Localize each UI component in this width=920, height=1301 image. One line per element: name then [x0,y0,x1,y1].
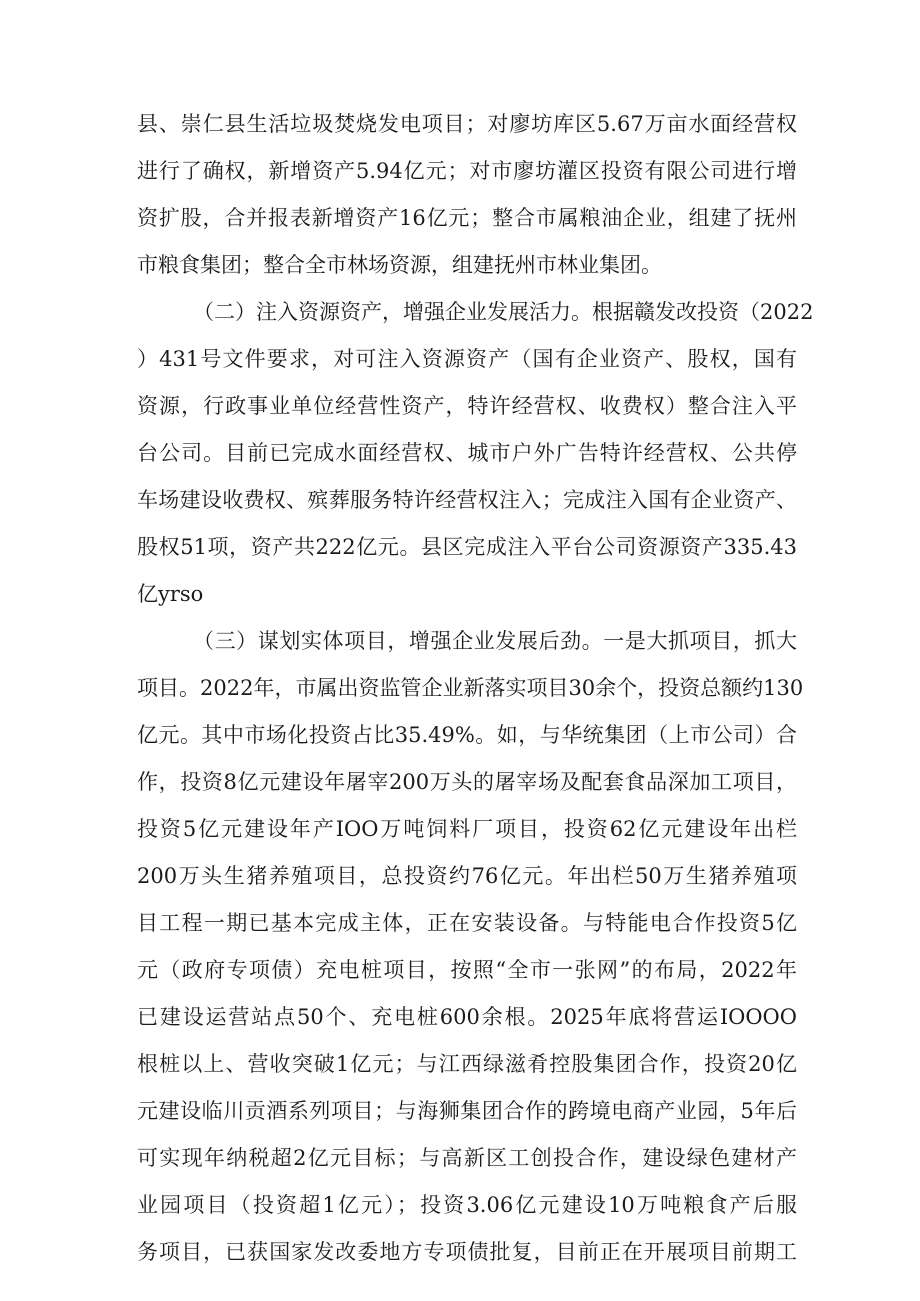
text-line: 务项目，已获国家发改委地方专项债批复，目前正在开展项目前期工 [137,1240,797,1264]
text-line: 亿元。其中市场化投资占比35.49%。如，与华统集团（上市公司）合 [137,723,797,747]
text-line: 车场建设收费权、殡葬服务特许经营权注入；完成注入国有企业资产、 [137,488,797,512]
text-line: 投资5亿元建设年产IOO万吨饲料厂项目，投资62亿元建设年出栏 [137,817,797,841]
text-line: 项目。2022年，市属出资监管企业新落实项目30余个，投资总额约130 [137,676,804,700]
text-line: 业园项目（投资超1亿元）；投资3.06亿元建设10万吨粮食产后服 [137,1193,797,1217]
text-line: 亿yrso [137,582,204,606]
text-line: 目工程一期已基本完成主体，正在安装设备。与特能电合作投资5亿 [137,911,797,935]
text-line: 元（政府专项债）充电桩项目，按照“全市一张网”的布局，2022年 [137,958,797,982]
paragraph-heading-2: （二）注入资源资产，增强企业发展活力。根据赣发改投资（2022 [193,300,814,324]
text-line: 资扩股，合并报表新增资产16亿元；整合市属粮油企业，组建了抚州 [137,206,797,230]
text-line: 元建设临川贡酒系列项目；与海狮集团合作的跨境电商产业园，5年后 [137,1099,797,1123]
text-line: 已建设运营站点50个、充电桩600余根。2025年底将营运IOOOO [137,1005,797,1029]
text-line: 台公司。目前已完成水面经营权、城市户外广告特许经营权、公共停 [137,441,797,465]
text-line: 市粮食集团；整合全市林场资源，组建抚州市林业集团。 [137,253,662,277]
text-line: 作，投资8亿元建设年屠宰200万头的屠宰场及配套食品深加工项目， [137,770,797,794]
text-line: 可实现年纳税超2亿元目标；与高新区工创投合作，建设绿色建材产 [137,1146,797,1170]
text-line: 股权51项，资产共222亿元。县区完成注入平台公司资源资产335.43 [137,535,797,559]
paragraph-heading-3: （三）谋划实体项目，增强企业发展后劲。一是大抓项目，抓大 [193,629,797,653]
text-line: 进行了确权，新增资产5.94亿元；对市廖坊灌区投资有限公司进行增 [137,159,797,183]
text-line: ）431号文件要求，对可注入资源资产（国有企业资产、股权，国有 [137,347,797,371]
text-line: 县、崇仁县生活垃圾焚烧发电项目；对廖坊库区5.67万亩水面经营权 [137,112,797,136]
text-line: 根桩以上、营收突破1亿元；与江西绿滋肴控股集团合作，投资20亿 [137,1052,797,1076]
text-line: 200万头生猪养殖项目，总投资约76亿元。年出栏50万生猪养殖项 [137,864,797,888]
text-line: 资源，行政事业单位经营性资产，特许经营权、收费权）整合注入平 [137,394,797,418]
